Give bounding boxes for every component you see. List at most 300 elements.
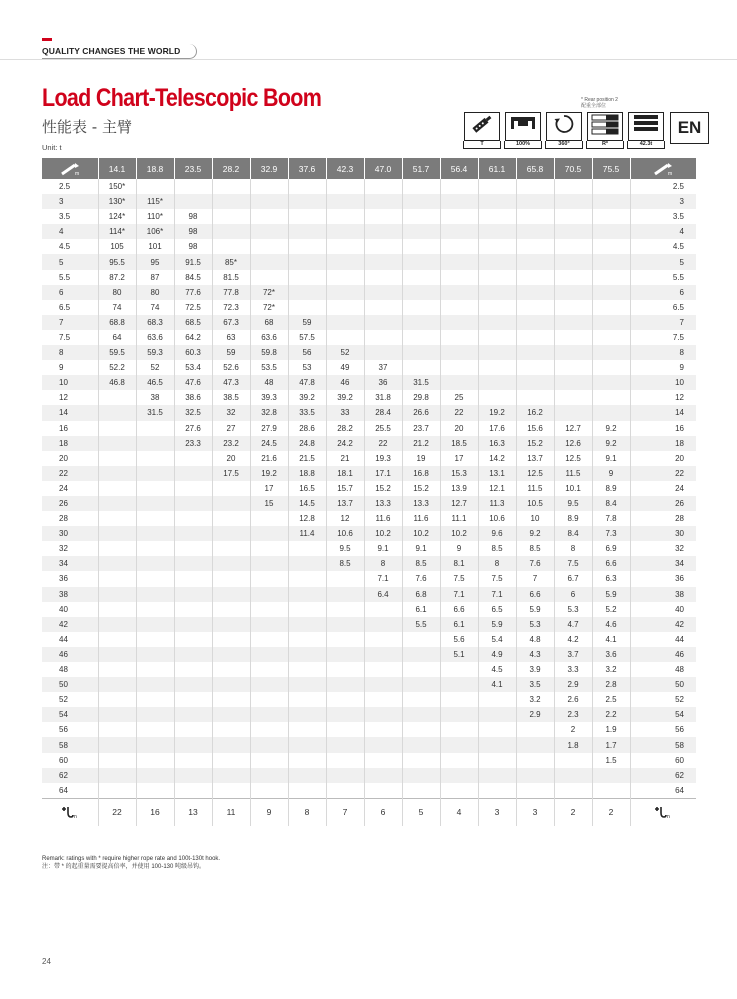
load-value-cell xyxy=(554,194,592,209)
table-row xyxy=(42,602,696,617)
load-value-cell: 26.6 xyxy=(402,405,440,420)
table-row xyxy=(42,224,696,239)
load-value-cell xyxy=(136,466,174,481)
load-value-cell xyxy=(212,556,250,571)
rope-falls-cell: 2 xyxy=(554,798,592,826)
load-value-cell xyxy=(440,194,478,209)
load-value-cell: 4.7 xyxy=(554,617,592,632)
counterweight-position-icon xyxy=(590,113,620,140)
load-value-cell: 9.6 xyxy=(478,526,516,541)
rope-falls-cell: 9 xyxy=(250,798,288,826)
radius-cell-right: 9 xyxy=(679,363,684,373)
load-value-cell xyxy=(402,300,440,315)
load-value-cell xyxy=(592,179,630,194)
load-value-cell xyxy=(250,783,288,799)
load-value-cell: 98 xyxy=(174,209,212,224)
rope-falls-label xyxy=(42,798,98,826)
table-row xyxy=(42,466,696,481)
load-value-cell xyxy=(136,753,174,768)
load-value-cell: 7.6 xyxy=(516,556,554,571)
table-row xyxy=(42,375,696,390)
radius-cell-right: 6.5 xyxy=(672,302,684,312)
boom-length-cell: 32.9 xyxy=(250,158,288,179)
radius-cell-right: 54 xyxy=(630,707,696,722)
load-value-cell xyxy=(364,617,402,632)
load-value-cell xyxy=(478,330,516,345)
table-row xyxy=(42,300,696,315)
load-value-cell xyxy=(516,330,554,345)
radius-cell: 20 xyxy=(42,451,98,466)
load-value-cell xyxy=(136,737,174,752)
load-value-cell: 8.9 xyxy=(554,511,592,526)
rope-falls-cell: 16 xyxy=(136,798,174,826)
load-value-cell xyxy=(250,647,288,662)
load-value-cell xyxy=(554,224,592,239)
load-value-cell: 5.6 xyxy=(440,632,478,647)
load-value-cell xyxy=(136,632,174,647)
load-value-cell: 6.9 xyxy=(592,541,630,556)
load-value-cell xyxy=(174,692,212,707)
boom-length-cell: 28.2 xyxy=(212,158,250,179)
load-value-cell: 17 xyxy=(440,451,478,466)
radius-cell-right: 5.5 xyxy=(672,272,684,282)
load-value-cell xyxy=(212,662,250,677)
radius-cell: 26 xyxy=(42,496,98,511)
radius-cell-right: 3 xyxy=(630,194,696,209)
load-value-cell: 8 xyxy=(554,541,592,556)
boom-length-cell: 75.5 xyxy=(592,158,630,179)
boom-length-header-row xyxy=(42,158,696,179)
load-value-cell: 85* xyxy=(212,254,250,269)
hook-icon xyxy=(631,805,697,819)
load-value-cell xyxy=(98,753,136,768)
load-value-cell xyxy=(478,345,516,360)
boom-length-cell: 37.6 xyxy=(288,158,326,179)
load-value-cell xyxy=(554,239,592,254)
load-value-cell: 8.5 xyxy=(478,541,516,556)
load-value-cell xyxy=(326,602,364,617)
table-row xyxy=(42,722,696,737)
load-value-cell: 114* xyxy=(98,224,136,239)
rope-falls-cell: 4 xyxy=(440,798,478,826)
load-value-cell xyxy=(136,768,174,783)
load-value-cell: 80 xyxy=(98,285,136,300)
load-value-cell xyxy=(326,632,364,647)
boom-length-cell: 51.7 xyxy=(402,158,440,179)
load-value-cell: 4.8 xyxy=(516,632,554,647)
radius-cell: 48 xyxy=(42,662,98,677)
rope-falls-row xyxy=(42,798,696,826)
radius-cell: 54 xyxy=(42,707,98,722)
load-value-cell xyxy=(174,511,212,526)
table-row xyxy=(42,390,696,405)
radius-cell-right: 7 xyxy=(630,315,696,330)
load-value-cell: 33 xyxy=(326,405,364,420)
load-value-cell: 53.4 xyxy=(174,360,212,375)
load-value-cell: 106* xyxy=(136,224,174,239)
load-value-cell: 15.2 xyxy=(402,481,440,496)
table-row xyxy=(42,179,696,194)
load-value-cell xyxy=(326,194,364,209)
load-value-cell xyxy=(250,662,288,677)
load-value-cell: 39.2 xyxy=(288,390,326,405)
config-span-label: 100% xyxy=(504,141,542,149)
table-row xyxy=(42,677,696,692)
load-value-cell: 7.1 xyxy=(440,587,478,602)
table-row xyxy=(42,511,696,526)
load-value-cell xyxy=(174,451,212,466)
radius-cell: 28 xyxy=(42,511,98,526)
load-value-cell xyxy=(250,511,288,526)
load-value-cell xyxy=(250,632,288,647)
radius-cell: 3.5 xyxy=(42,209,98,224)
load-value-cell: 7.5 xyxy=(554,556,592,571)
load-value-cell xyxy=(288,239,326,254)
table-row xyxy=(42,662,696,677)
load-value-cell: 5.3 xyxy=(516,617,554,632)
load-value-cell xyxy=(98,436,136,451)
table-row xyxy=(42,315,696,330)
load-value-cell xyxy=(288,224,326,239)
load-value-cell xyxy=(592,209,630,224)
load-value-cell xyxy=(288,692,326,707)
load-value-cell: 25 xyxy=(440,390,478,405)
load-value-cell xyxy=(136,617,174,632)
load-value-cell xyxy=(212,692,250,707)
load-value-cell xyxy=(364,707,402,722)
radius-cell: 16 xyxy=(42,421,98,436)
load-value-cell xyxy=(326,617,364,632)
load-value-cell xyxy=(136,526,174,541)
load-value-cell xyxy=(592,270,630,285)
load-value-cell: 38.6 xyxy=(174,390,212,405)
radius-cell-right: 28 xyxy=(675,514,684,524)
load-value-cell xyxy=(288,707,326,722)
load-value-cell xyxy=(212,647,250,662)
load-value-cell xyxy=(478,707,516,722)
load-value-cell xyxy=(212,526,250,541)
remark-cn: 注：带 * 的起重量需要提高倍率，并使用 100-130 吨级吊钩。 xyxy=(42,864,206,870)
radius-cell-right: 3.5 xyxy=(672,212,684,222)
radius-cell: 8 xyxy=(42,345,98,360)
load-value-cell xyxy=(98,602,136,617)
load-value-cell xyxy=(440,345,478,360)
load-value-cell: 2 xyxy=(554,722,592,737)
rope-falls-cell: 7 xyxy=(326,798,364,826)
load-value-cell: 13.3 xyxy=(364,496,402,511)
load-value-cell: 9.1 xyxy=(402,541,440,556)
load-value-cell xyxy=(250,602,288,617)
load-value-cell xyxy=(212,571,250,586)
load-value-cell: 13.1 xyxy=(478,466,516,481)
load-value-cell: 63.6 xyxy=(250,330,288,345)
load-value-cell xyxy=(592,224,630,239)
svg-text:m: m xyxy=(74,170,79,176)
config-slew-label: 360° xyxy=(545,141,583,149)
boom-length-cell: 14.1 xyxy=(98,158,136,179)
load-value-cell xyxy=(212,617,250,632)
load-value-cell: 9.1 xyxy=(364,541,402,556)
load-value-cell: 5.3 xyxy=(554,602,592,617)
load-value-cell: 4.5 xyxy=(478,662,516,677)
load-value-cell: 23.3 xyxy=(174,436,212,451)
load-value-cell xyxy=(212,496,250,511)
load-value-cell: 98 xyxy=(174,239,212,254)
load-value-cell: 21.6 xyxy=(250,451,288,466)
load-value-cell: 59 xyxy=(212,345,250,360)
table-row xyxy=(42,239,696,254)
load-value-cell xyxy=(98,466,136,481)
table-row xyxy=(42,617,696,632)
load-value-cell xyxy=(440,300,478,315)
load-value-cell: 46.5 xyxy=(136,375,174,390)
config-note xyxy=(581,97,618,109)
load-value-cell xyxy=(212,722,250,737)
load-value-cell xyxy=(98,496,136,511)
load-value-cell: 7.8 xyxy=(592,511,630,526)
load-value-cell: 46 xyxy=(326,375,364,390)
config-counterweight-label: 42.3t xyxy=(627,141,665,149)
load-value-cell: 59 xyxy=(288,315,326,330)
load-value-cell: 95 xyxy=(136,254,174,269)
load-value-cell xyxy=(478,722,516,737)
load-value-cell xyxy=(592,330,630,345)
load-value-cell xyxy=(288,647,326,662)
load-value-cell: 19.2 xyxy=(478,405,516,420)
load-value-cell xyxy=(250,692,288,707)
load-value-cell xyxy=(136,496,174,511)
load-value-cell xyxy=(326,330,364,345)
load-value-cell: 15.7 xyxy=(326,481,364,496)
load-value-cell xyxy=(364,239,402,254)
load-value-cell xyxy=(364,209,402,224)
load-value-cell xyxy=(174,783,212,799)
radius-cell: 24 xyxy=(42,481,98,496)
radius-cell-right: 30 xyxy=(630,526,696,541)
load-value-cell: 46.8 xyxy=(98,375,136,390)
load-value-cell xyxy=(402,270,440,285)
load-value-cell: 2.8 xyxy=(592,677,630,692)
load-value-cell: 11.5 xyxy=(554,466,592,481)
load-value-cell xyxy=(326,783,364,799)
load-value-cell: 8.5 xyxy=(516,541,554,556)
load-value-cell xyxy=(364,602,402,617)
load-value-cell xyxy=(592,315,630,330)
load-value-cell xyxy=(288,285,326,300)
load-value-cell: 27.6 xyxy=(174,421,212,436)
load-value-cell xyxy=(288,783,326,799)
load-value-cell: 36 xyxy=(364,375,402,390)
load-value-cell: 8.5 xyxy=(326,556,364,571)
load-value-cell: 80 xyxy=(136,285,174,300)
load-value-cell xyxy=(516,239,554,254)
load-value-cell xyxy=(174,481,212,496)
load-value-cell xyxy=(364,737,402,752)
rope-falls-cell: 3 xyxy=(478,798,516,826)
load-value-cell: 1.8 xyxy=(554,737,592,752)
radius-cell-right: 64 xyxy=(675,785,684,795)
boom-length-cell: 61.1 xyxy=(478,158,516,179)
load-value-cell xyxy=(250,707,288,722)
load-value-cell xyxy=(174,466,212,481)
load-value-cell: 3.6 xyxy=(592,647,630,662)
rope-falls-label-right xyxy=(630,798,696,826)
load-value-cell: 38.5 xyxy=(212,390,250,405)
load-value-cell: 21.2 xyxy=(402,436,440,451)
load-value-cell xyxy=(440,783,478,799)
load-value-cell xyxy=(478,254,516,269)
load-value-cell xyxy=(516,254,554,269)
load-value-cell xyxy=(364,632,402,647)
load-value-cell: 4.2 xyxy=(554,632,592,647)
radius-cell-right: 62 xyxy=(630,768,696,783)
radius-cell-right: 8 xyxy=(630,345,696,360)
config-outrigger xyxy=(463,112,501,149)
radius-cell-right: 58 xyxy=(630,737,696,752)
load-value-cell xyxy=(554,315,592,330)
load-value-cell xyxy=(364,315,402,330)
radius-cell: 9 xyxy=(42,360,98,375)
load-value-cell: 24.8 xyxy=(288,436,326,451)
load-value-cell xyxy=(402,707,440,722)
load-value-cell xyxy=(554,300,592,315)
load-value-cell xyxy=(174,179,212,194)
load-value-cell: 12.6 xyxy=(554,436,592,451)
load-value-cell: 31.5 xyxy=(402,375,440,390)
radius-cell: 3 xyxy=(42,194,98,209)
radius-cell: 46 xyxy=(42,647,98,662)
load-value-cell: 6.6 xyxy=(592,556,630,571)
load-value-cell: 38 xyxy=(136,390,174,405)
config-icons xyxy=(463,112,709,149)
load-value-cell xyxy=(288,602,326,617)
radius-cell-right: 34 xyxy=(630,556,696,571)
radius-cell-right: 20 xyxy=(675,453,684,463)
table-row xyxy=(42,496,696,511)
load-value-cell: 8 xyxy=(478,556,516,571)
load-chart-body xyxy=(42,179,696,798)
load-value-cell xyxy=(212,783,250,799)
load-value-cell: 6.1 xyxy=(402,602,440,617)
load-value-cell xyxy=(98,783,136,799)
load-value-cell xyxy=(554,285,592,300)
load-value-cell xyxy=(288,632,326,647)
load-value-cell xyxy=(136,179,174,194)
load-value-cell: 9.1 xyxy=(592,451,630,466)
table-row xyxy=(42,707,696,722)
radius-cell-right: 44 xyxy=(675,634,684,644)
load-value-cell: 16.2 xyxy=(516,405,554,420)
load-value-cell xyxy=(136,481,174,496)
load-value-cell xyxy=(554,390,592,405)
load-value-cell xyxy=(402,285,440,300)
load-value-cell: 47.6 xyxy=(174,375,212,390)
load-value-cell xyxy=(250,753,288,768)
load-value-cell xyxy=(212,753,250,768)
load-value-cell: 3.5 xyxy=(516,677,554,692)
load-value-cell: 33.5 xyxy=(288,405,326,420)
load-value-cell: 7.5 xyxy=(440,571,478,586)
load-value-cell: 4.6 xyxy=(592,617,630,632)
load-value-cell xyxy=(250,209,288,224)
load-value-cell: 6.3 xyxy=(592,571,630,586)
load-value-cell xyxy=(364,345,402,360)
load-value-cell xyxy=(98,451,136,466)
load-value-cell xyxy=(516,179,554,194)
table-row xyxy=(42,647,696,662)
load-value-cell xyxy=(136,571,174,586)
load-value-cell xyxy=(364,753,402,768)
load-value-cell: 15.3 xyxy=(440,466,478,481)
load-value-cell: 52 xyxy=(326,345,364,360)
config-slew xyxy=(545,112,583,149)
load-value-cell: 52.6 xyxy=(212,360,250,375)
load-value-cell: 53 xyxy=(288,360,326,375)
load-value-cell: 27.9 xyxy=(250,421,288,436)
load-value-cell xyxy=(440,692,478,707)
load-value-cell: 15 xyxy=(250,496,288,511)
rope-falls-cell: 11 xyxy=(212,798,250,826)
header-divider xyxy=(0,59,737,60)
load-value-cell xyxy=(554,405,592,420)
radius-cell-right: 52 xyxy=(675,695,684,705)
load-value-cell xyxy=(250,224,288,239)
load-value-cell: 18.8 xyxy=(288,466,326,481)
load-value-cell: 19.2 xyxy=(250,466,288,481)
load-value-cell: 2.5 xyxy=(592,692,630,707)
load-value-cell xyxy=(554,783,592,799)
load-value-cell xyxy=(136,556,174,571)
load-value-cell xyxy=(288,768,326,783)
load-value-cell xyxy=(440,224,478,239)
load-value-cell xyxy=(440,285,478,300)
load-value-cell xyxy=(250,541,288,556)
table-row xyxy=(42,632,696,647)
load-value-cell: 10.2 xyxy=(402,526,440,541)
load-value-cell xyxy=(478,270,516,285)
load-value-cell: 19.3 xyxy=(364,451,402,466)
load-value-cell xyxy=(174,662,212,677)
load-value-cell xyxy=(98,647,136,662)
load-value-cell: 115* xyxy=(136,194,174,209)
load-value-cell xyxy=(250,737,288,752)
load-value-cell xyxy=(402,330,440,345)
load-value-cell xyxy=(402,692,440,707)
load-value-cell xyxy=(402,722,440,737)
load-value-cell xyxy=(98,707,136,722)
radius-cell-right: 50 xyxy=(630,677,696,692)
load-value-cell: 72* xyxy=(250,285,288,300)
load-value-cell xyxy=(478,360,516,375)
table-row xyxy=(42,451,696,466)
load-value-cell xyxy=(592,345,630,360)
load-value-cell xyxy=(440,768,478,783)
radius-cell-right: 2.5 xyxy=(672,182,684,192)
load-value-cell: 22 xyxy=(364,436,402,451)
load-value-cell xyxy=(136,511,174,526)
load-value-cell xyxy=(212,481,250,496)
load-value-cell xyxy=(326,692,364,707)
load-value-cell xyxy=(402,737,440,752)
load-value-cell: 12 xyxy=(326,511,364,526)
load-value-cell xyxy=(326,677,364,692)
load-value-cell xyxy=(592,783,630,799)
load-value-cell: 98 xyxy=(174,224,212,239)
load-value-cell: 28.2 xyxy=(326,421,364,436)
load-value-cell: 20 xyxy=(212,451,250,466)
load-value-cell xyxy=(136,707,174,722)
radius-cell: 36 xyxy=(42,571,98,586)
